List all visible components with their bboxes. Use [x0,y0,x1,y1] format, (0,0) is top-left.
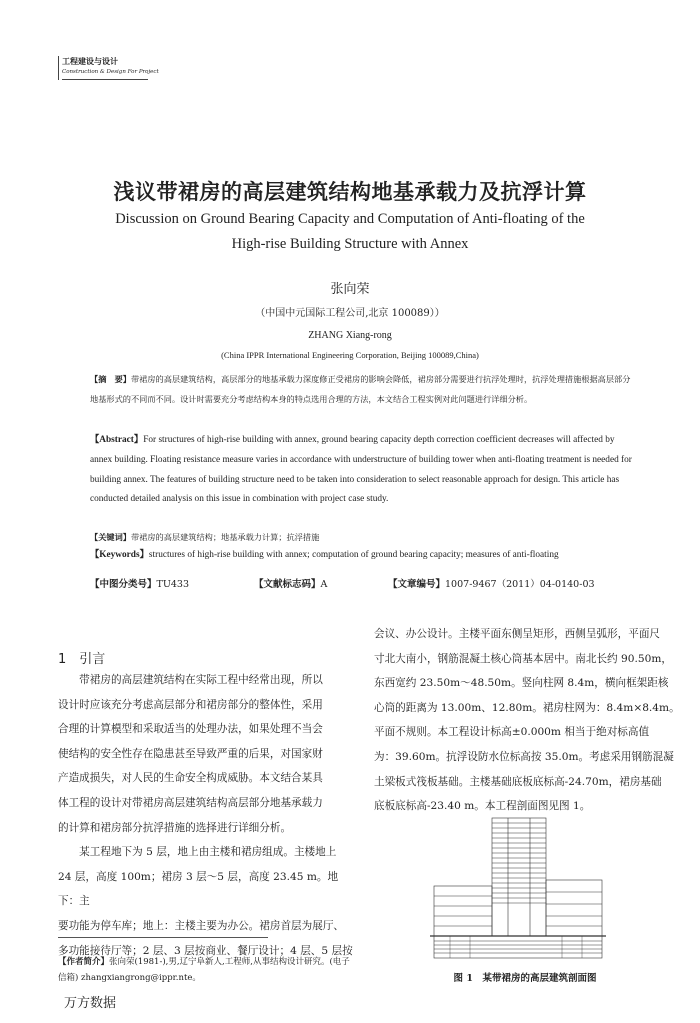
grid-ticks [450,936,582,958]
doc-code-value: A [320,579,328,590]
abstract-en [90,431,638,510]
abstract-en-label: 【Abstract】 [90,435,144,445]
left-column [58,668,358,963]
header-rule-vertical [58,56,59,80]
keywords-zh [90,527,638,547]
doc-code [254,576,327,590]
tower-floors [492,823,546,903]
abstract-zh-text: 带裙房的高层建筑结构，高层部分的地基承载力深度修正受裙房的影响会降低，裙房部分需要进行抗浮处理时，抗浮处理措施根据高层部分地基形式的不同而不同。设计时需要充分考虑结构本身的特点选用合理的方法，本文结合工程实例对此问题进行详细分析。 [90,374,631,404]
paragraph-line: 带裙房的高层建筑结构在实际工程中经常出现，所以 [58,674,323,686]
affiliation-en: (China IPPR International Engineering Corporation, Beijing 100089,China) [221,350,479,360]
section-1-title: 1 引言 [58,652,106,667]
article-no [388,576,595,590]
building-section-figure [430,814,606,962]
author-note-label: 【作者简介】 [58,957,110,967]
paragraph-line: 多功能接待厅等；2 层、3 层按商业、餐厅设计；4 层、5 层按 [58,944,353,957]
paragraph-line: 合理的计算模型和采取适当的处理办法，如果处理不当会 [58,723,323,736]
paragraph-line: 的计算和裙房部分抗浮措施的选择进行详细分析。 [58,821,292,834]
paragraph-line: 心筒的距离为 13.00m、12.80m。裙房柱网为：8.4m×8.4m。 [374,701,680,714]
author-en: ZHANG Xiang-rong [308,330,392,341]
journal-name-en: Construction & Design For Project [62,69,159,75]
keywords-zh-label: 【关键词】 [90,532,131,542]
keywords-en-text: structures of high-rise building with annex; computation of ground bearing capacity; measures of anti-floating [148,550,559,560]
affiliation-zh: （中国中元国际工程公司,北京 100089）） [255,308,445,319]
clc [90,576,189,590]
keywords-en [90,546,638,560]
figure-caption: 图 1 某带裙房的高层建筑剖面图 [453,973,597,984]
header-rule [62,79,148,80]
basement-outline [434,936,602,958]
doc-code-label: 【文献标志码】 [254,579,321,590]
article-no-value: 1007-9467（2011）04-0140-03 [445,579,595,590]
paragraph-line: 产造成损失，对人民的生命安全构成威胁。本文结合某具 [58,772,323,785]
abstract-en-text: For structures of high-rise building with annex, ground bearing capacity depth correction coefficient decreases will affected by annex building. Floating resistance measure varies in accordance with understructure of building tower when anti-floating treatment is needed for building annex. The features of building structure need to be taken into consideration to select reasonable approach for design. This article has conducted detailed analysis on this issue in combination with project case study. [90,435,632,505]
clc-value: TU433 [156,579,189,590]
annex-right-outline [546,880,602,936]
paragraph-line: 东西宽约 23.50m～48.50m。竖向柱网 8.4m，横向框架距核 [374,677,669,690]
title-en-line1: Discussion on Ground Bearing Capacity and Computation of Anti-floating of the [115,211,585,227]
title-zh: 浅议带裙房的高层建筑结构地基承载力及抗浮计算 [113,180,587,204]
paragraph-line: 设计时应该充分考虑高层部分和裙房部分的整体性，采用 [58,698,323,711]
author-note-text: 张向荣(1981-),男,辽宁阜新人,工程师,从事结构设计研究。(电子信箱) zhangxiangrong@ippr.nte。 [58,957,350,983]
paragraph-line: 会议、办公设计。主楼平面东侧呈矩形，西侧呈弧形，平面尺 [374,628,661,640]
paragraph-line: 24 层，高度 100m；裙房 3 层～5 层，高度 23.45 m。地下：主 [58,870,339,908]
abstract-zh [90,369,638,409]
annex-left-outline [434,886,492,936]
article-no-label: 【文章编号】 [388,579,446,590]
paragraph-line: 某工程地下为 5 层，地上由主楼和裙房组成。主楼地上 [58,846,337,859]
paragraph-line: 要功能为停车库；地上：主楼主要为办公。裙房首层为展厅、 [58,919,345,932]
paragraph-line: 体工程的设计对带裙房高层建筑结构高层部分地基承载力 [58,796,323,809]
paragraph-line: 平面不规则。本工程设计标高±0.000m 相当于绝对标高值 [374,726,650,739]
footnote-rule [58,937,268,938]
author-note [58,954,358,986]
abstract-zh-label: 【摘 要】 [90,374,131,384]
paragraph-line: 土梁板式筏板基础。主楼基础底板底标高-24.70m，裙房基础 [374,775,662,788]
paragraph-line: 底板底标高-23.40 m。本工程剖面图见图 1。 [374,800,591,813]
author-zh: 张向荣 [330,282,370,297]
paragraph-line: 寸北大南小，钢筋混凝土核心筒基本居中。南北长约 90.50m， [374,652,672,665]
paragraph-line: 使结构的安全性存在隐患甚至导致严重的后果，对国家财 [58,747,323,760]
tower-outline [492,818,546,936]
journal-name-zh: 工程建设与设计 [62,57,118,66]
paragraph-line: 为：39.60m。抗浮设防水位标高按 35.0m。考虑采用钢筋混凝 [374,750,674,763]
title-en-line2: High-rise Building Structure with Annex [231,236,469,252]
footer-watermark: 万方数据 [64,996,117,1011]
keywords-en-label: 【Keywords】 [90,550,149,560]
right-column [374,622,684,819]
keywords-zh-text: 带裙房的高层建筑结构；地基承载力计算；抗浮措施 [130,532,320,542]
clc-label: 【中图分类号】 [90,579,157,590]
